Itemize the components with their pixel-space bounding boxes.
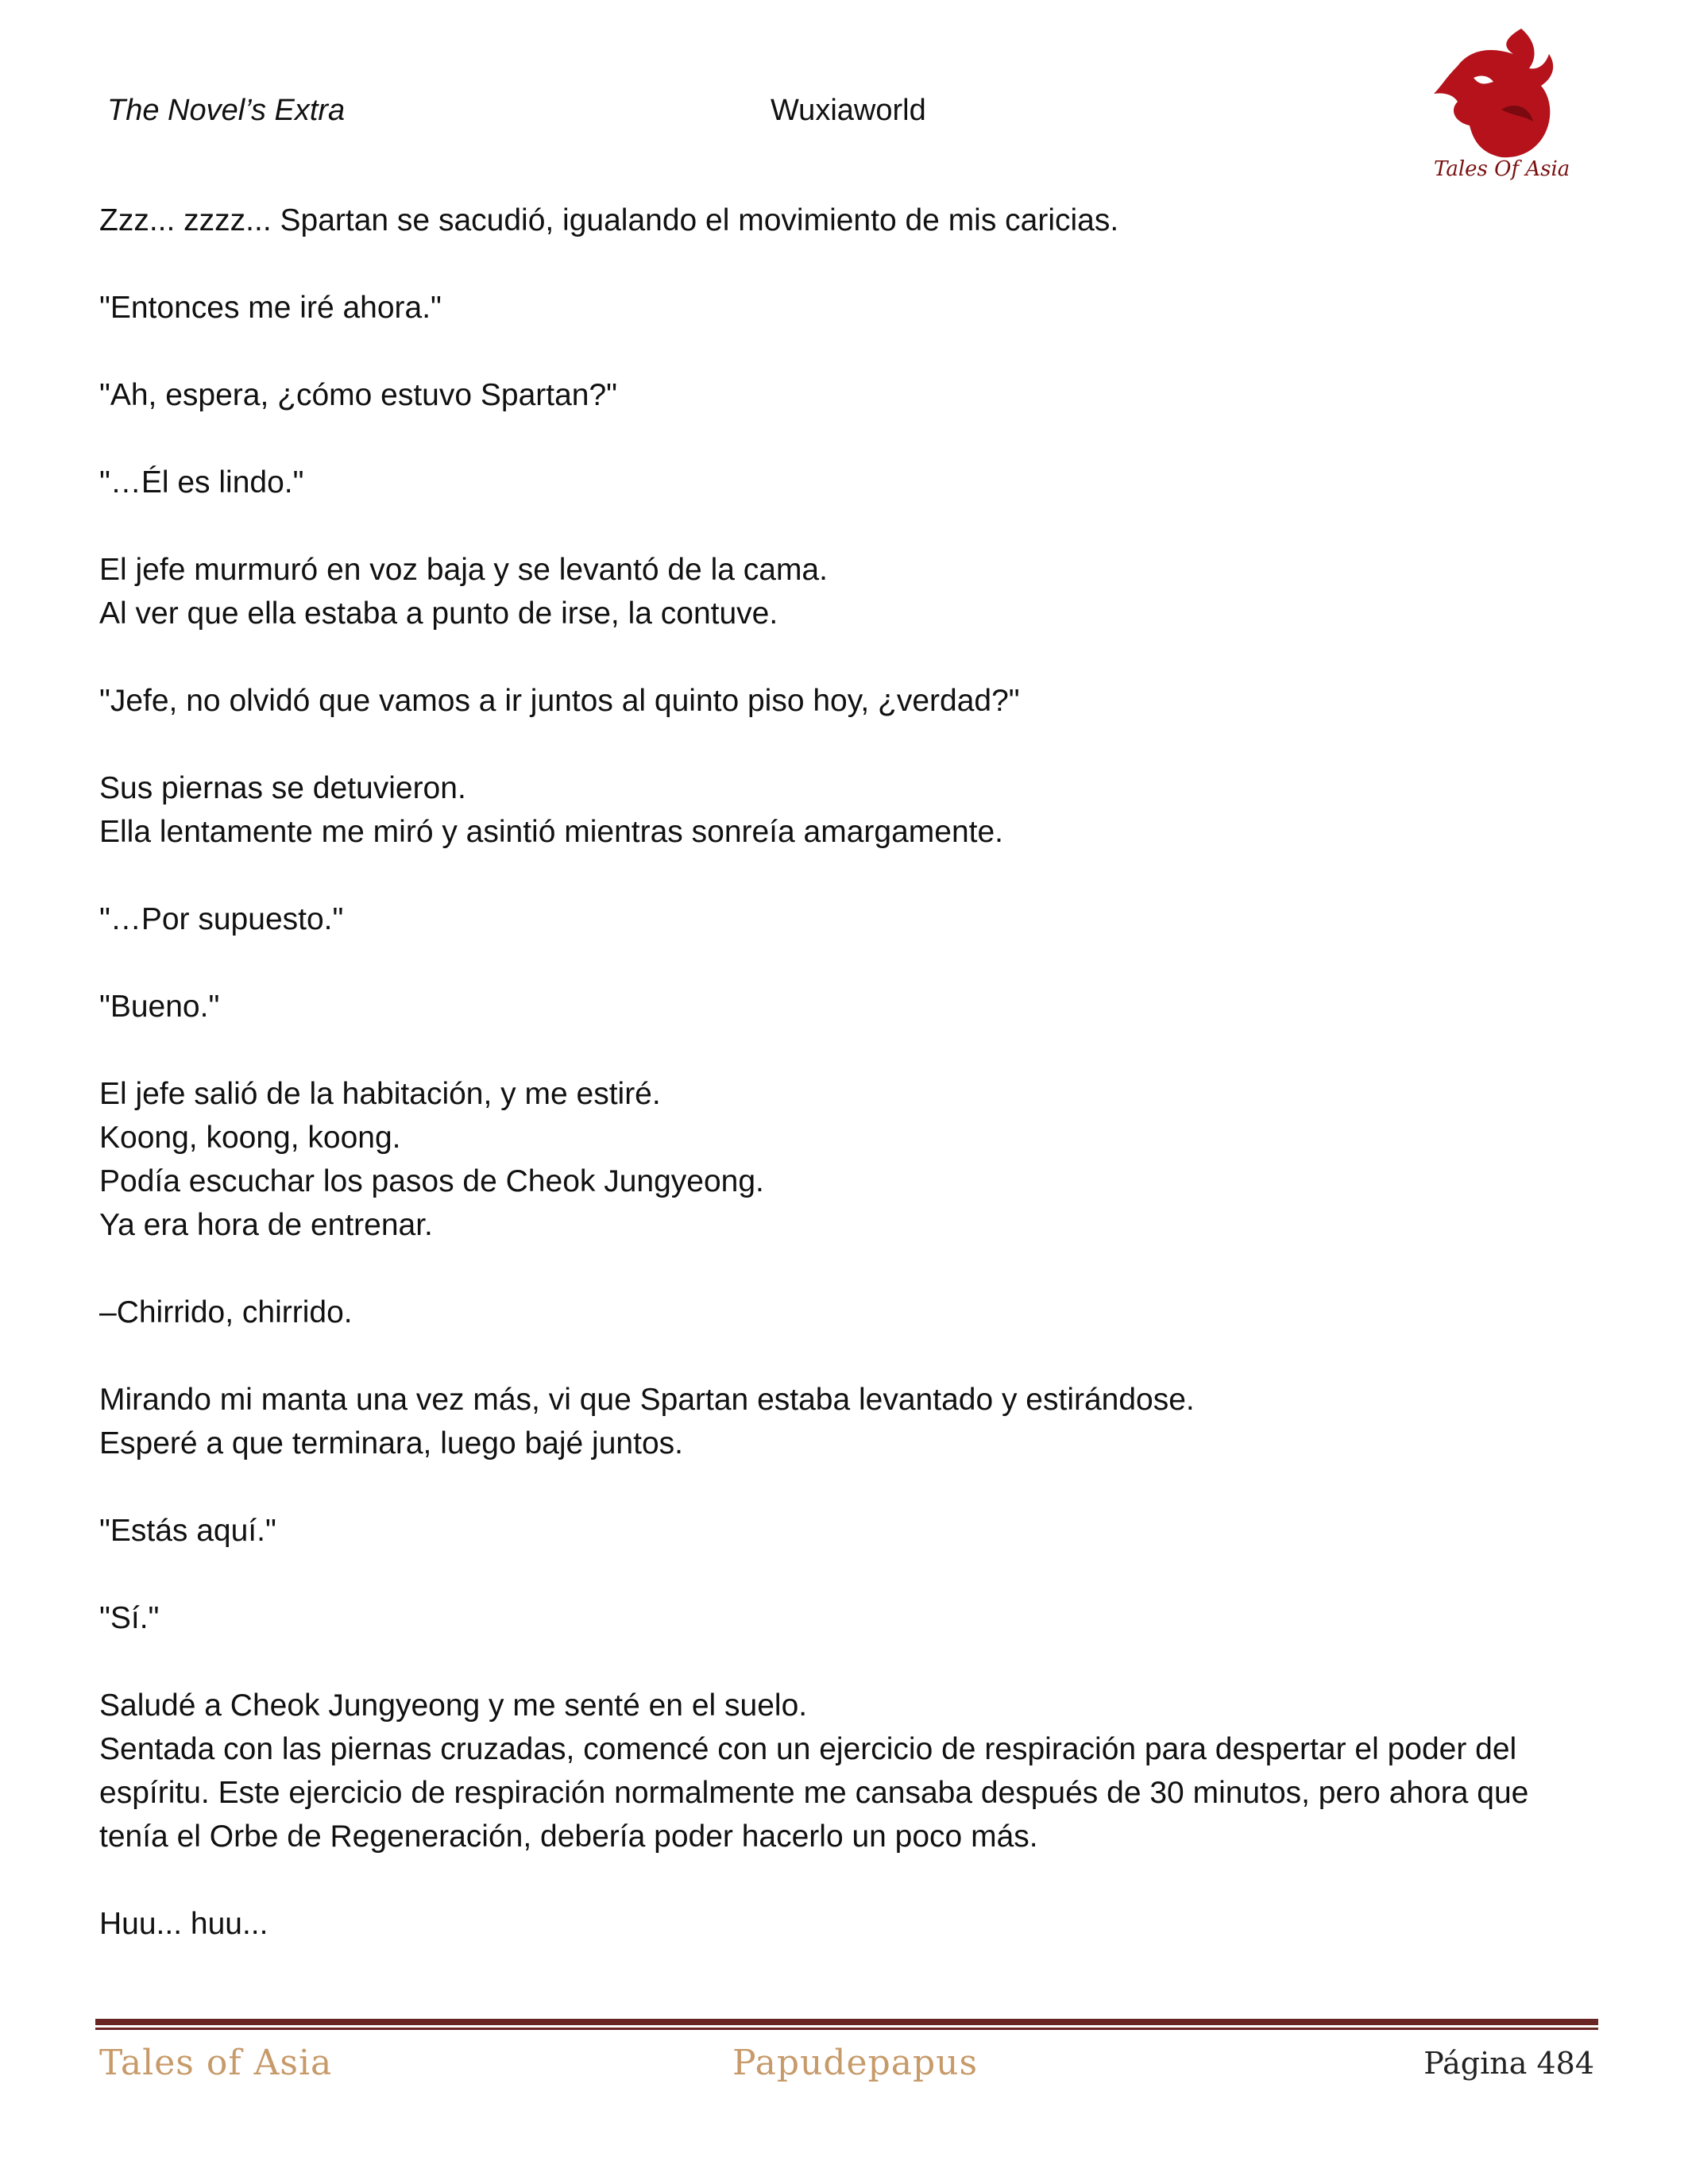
text-line: Mirando mi manta una vez más, vi que Spartan estaba levantado y estirándose.	[99, 1383, 1195, 1417]
paragraph	[99, 1902, 1593, 1946]
novel-title: The Novel’s Extra	[107, 94, 346, 127]
text-line: Al ver que ella estaba a punto de irse, la contuve.	[99, 596, 778, 631]
text-line: Sentada con las piernas cruzadas, comencé con un ejercicio de respiración para despertar el poder del espíritu. Este ejercicio de respiración normalmente me cansaba después de 30 minutos, pero ahora que tenía el Orbe de Regeneración, debería poder hacerlo un poco más.	[99, 1732, 1529, 1854]
text-line: "Estás aquí."	[99, 1514, 276, 1548]
text-line: Saludé a Cheok Jungyeong y me senté en el suelo.	[99, 1688, 808, 1723]
paragraph	[99, 199, 1593, 242]
footer-rule-thick	[95, 2019, 1598, 2025]
text-line: "Entonces me iré ahora."	[99, 291, 442, 325]
text-line: "Jefe, no olvidó que vamos a ir juntos al quinto piso hoy, ¿verdad?"	[99, 684, 1020, 718]
paragraph	[99, 1596, 1593, 1640]
text-line: Koong, koong, koong.	[99, 1121, 401, 1155]
paragraph	[99, 373, 1593, 417]
text-line: "Bueno."	[99, 990, 220, 1024]
text-line: "…Él es lindo."	[99, 465, 304, 500]
text-line: Ya era hora de entrenar.	[99, 1208, 433, 1242]
paragraph	[99, 461, 1593, 504]
paragraph	[99, 1378, 1593, 1465]
document-body	[99, 199, 1593, 1989]
text-line: Huu... huu...	[99, 1907, 268, 1941]
paragraph	[99, 286, 1593, 330]
text-line: Ella lentamente me miró y asintió mientras sonreía amargamente.	[99, 815, 1004, 849]
logo-text: Tales Of Asia	[1434, 157, 1570, 181]
text-line: El jefe murmuró en voz baja y se levantó de la cama.	[99, 553, 828, 587]
paragraph	[99, 679, 1593, 723]
text-line: El jefe salió de la habitación, y me estiré.	[99, 1077, 661, 1111]
footer-publisher: Tales of Asia	[99, 2043, 333, 2083]
paragraph	[99, 1684, 1593, 1858]
paragraph	[99, 548, 1593, 635]
paragraph	[99, 1509, 1593, 1553]
page-number: Página 484	[1423, 2046, 1594, 2081]
text-line: "Ah, espera, ¿cómo estuvo Spartan?"	[99, 378, 618, 412]
paragraph	[99, 985, 1593, 1028]
text-line: Zzz... zzzz... Spartan se sacudió, igualando el movimiento de mis caricias.	[99, 203, 1119, 237]
text-line: Esperé a que terminara, luego bajé juntos.	[99, 1426, 683, 1461]
footer-translator: Papudepapus	[732, 2043, 979, 2083]
paragraph	[99, 766, 1593, 854]
text-line: –Chirrido, chirrido.	[99, 1295, 353, 1329]
text-line: Sus piernas se detuvieron.	[99, 771, 466, 805]
paragraph	[99, 1072, 1593, 1247]
text-line: Podía escuchar los pasos de Cheok Jungyeong.	[99, 1164, 764, 1198]
text-line: "…Por supuesto."	[99, 902, 344, 936]
footer-rule-thin	[95, 2028, 1598, 2030]
page-header	[0, 0, 1688, 199]
paragraph	[99, 1291, 1593, 1334]
paragraph	[99, 897, 1593, 941]
source-site: Wuxiaworld	[771, 94, 926, 127]
text-line: "Sí."	[99, 1601, 160, 1635]
